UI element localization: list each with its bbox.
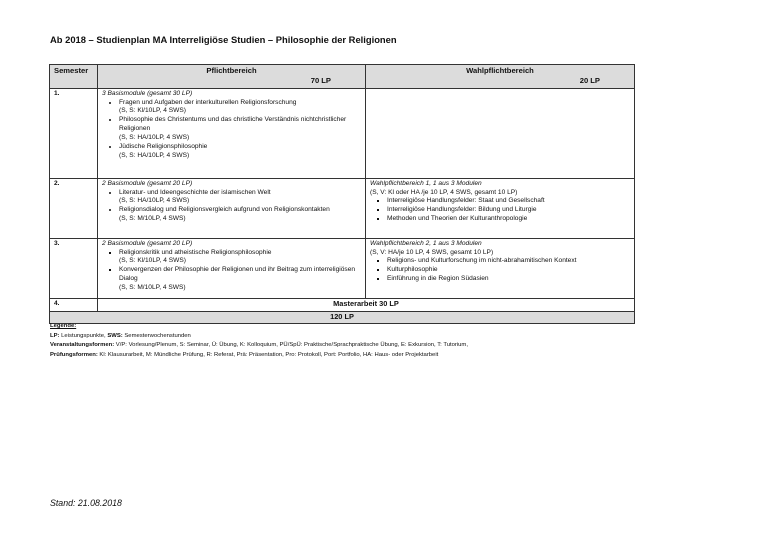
semester-number: 3.: [50, 238, 98, 298]
module-name: Fragen und Aufgaben der interkulturellen Religionsforschung: [119, 98, 297, 106]
header-pflicht-lp: 70 LP: [310, 75, 331, 85]
list-item: [119, 266, 361, 293]
list-item: [119, 249, 361, 267]
table-row-semester-3: [50, 238, 635, 298]
module-group-title: 2 Basismodule (gesamt 20 LP): [102, 239, 193, 247]
module-group-title: 2 Basismodule (gesamt 20 LP): [102, 179, 193, 187]
header-semester: Semester: [50, 65, 98, 89]
elective-list: [370, 257, 630, 284]
legend-lp-label: LP:: [50, 332, 60, 339]
list-item: ▪ Interreligiöse Handlungsfelder: Bildung und Liturgie: [387, 206, 630, 215]
module-list: [102, 249, 361, 294]
module-name: Religionskritik und atheistische Religionsphilosophie: [119, 248, 272, 256]
module-name: Literatur- und Ideengeschichte der islamischen Welt: [119, 188, 271, 196]
module-list: [102, 189, 361, 225]
legend-sws-label: SWS:: [107, 332, 123, 339]
semester-number: 1.: [50, 88, 98, 178]
elective-group-meta: (S, V: Kl oder HA /je 10 LP, 4 SWS, gesamt 10 LP): [370, 188, 518, 196]
wahl-cell-empty: [366, 88, 635, 178]
header-pflichtbereich: [98, 65, 366, 89]
stand-date: Stand: 21.08.2018: [50, 498, 122, 508]
pflicht-cell: [98, 238, 366, 298]
module-list: [102, 99, 361, 161]
module-meta: (S, S: HA/10LP, 4 SWS): [119, 134, 190, 142]
semester-number: 4.: [50, 298, 98, 311]
legend-sws-text: Semesterwochenstunden: [124, 332, 191, 339]
table-row-semester-1: [50, 88, 635, 178]
module-group-title: 3 Basismodule (gesamt 30 LP): [102, 89, 193, 97]
semester-number: 2.: [50, 178, 98, 238]
module-name: Konvergenzen der Philosophie der Religionen und ihr Beitrag zum interreligiösen Dialog: [119, 266, 356, 283]
elective-group-title: Wahlpflichtbereich 1, 1 aus 3 Modulen: [370, 179, 482, 187]
list-item: [119, 189, 361, 207]
total-lp: 120 LP: [50, 311, 635, 324]
table-header-row: [50, 65, 635, 89]
legend-line-pruefungsformen: [50, 351, 468, 361]
elective-list: [370, 197, 630, 224]
header-wahlpflichtbereich: [366, 65, 635, 89]
list-item: [119, 116, 361, 143]
header-wahl-label: Wahlpflichtbereich: [466, 66, 534, 75]
module-name: Philosophie des Christentums und das christliche Verständnis nichtchristlicher Religionen: [119, 116, 347, 133]
legend-pf-label: Prüfungsformen:: [50, 351, 98, 358]
study-plan-table: [49, 64, 635, 324]
list-item: ▪ Interreligiöse Handlungsfelder: Staat und Gesellschaft: [387, 197, 630, 206]
module-name: Jüdische Religionsphilosophie: [119, 143, 208, 151]
legend-title: Legende:: [50, 323, 77, 329]
module-meta: (S, S: HA/10LP, 4 SWS): [119, 151, 190, 159]
pflicht-cell: [98, 178, 366, 238]
table-row-semester-4: [50, 298, 635, 311]
list-item: [119, 99, 361, 117]
header-pflicht-label: Pflichtbereich: [206, 66, 257, 75]
legend-vf-label: Veranstaltungsformen:: [50, 342, 115, 349]
module-meta: (S, S: M/10LP, 4 SWS): [119, 215, 186, 223]
table-row-semester-2: [50, 178, 635, 238]
legend-vf-text: V/P: Vorlesung/Plenum, S: Seminar, Ü: Übung, K: Kolloquium, PÜ/SpÜ: Praktische/Sprachpraktische Übung, E: Exkursion, T: Tutorium,: [115, 342, 468, 349]
module-meta: (S, S: HA/10LP, 4 SWS): [119, 197, 190, 205]
module-meta: (S, S: M/10LP, 4 SWS): [119, 284, 186, 292]
legend-line-lp: [50, 332, 468, 342]
list-item: [119, 143, 361, 161]
masterarbeit-cell: Masterarbeit 30 LP: [98, 298, 635, 311]
pflicht-cell: [98, 88, 366, 178]
elective-group-meta: (S, V: HA/je 10 LP, 4 SWS, gesamt 10 LP): [370, 248, 494, 256]
module-meta: (S, S: Kl/10LP, 4 SWS): [119, 107, 186, 115]
legend-pf-text: Kl: Klausurarbeit, M: Mündliche Prüfung, R: Referat, Prä: Präsentation, Pro: Protokoll, Port: Portfolio, HA: Haus- oder Projektarbeit: [99, 351, 439, 358]
legend: [50, 322, 468, 360]
list-item: ▪ Religions- und Kulturforschung im nicht-abrahamitischen Kontext: [387, 257, 630, 266]
list-item: ▪ Einführung in die Region Südasien: [387, 275, 630, 284]
legend-lp-text: Leistungspunkte,: [61, 332, 106, 339]
list-item: [119, 206, 361, 224]
elective-group-title: Wahlpflichtbereich 2, 1 aus 3 Modulen: [370, 239, 482, 247]
header-wahl-lp: 20 LP: [579, 75, 600, 85]
legend-line-veranstaltungsformen: [50, 341, 468, 351]
wahl-cell: [366, 178, 635, 238]
module-meta: (S, S: Kl/10LP, 4 SWS): [119, 257, 186, 265]
document-title: Ab 2018 – Studienplan MA Interreligiöse Studien – Philosophie der Religionen: [50, 34, 397, 45]
wahl-cell: [366, 238, 635, 298]
list-item: ▪ Methoden und Theorien der Kulturanthropologie: [387, 215, 630, 224]
list-item: ▪ Kulturphilosophie: [387, 266, 630, 275]
module-name: Religionsdialog und Religionsvergleich aufgrund von Religionskontakten: [119, 206, 330, 214]
